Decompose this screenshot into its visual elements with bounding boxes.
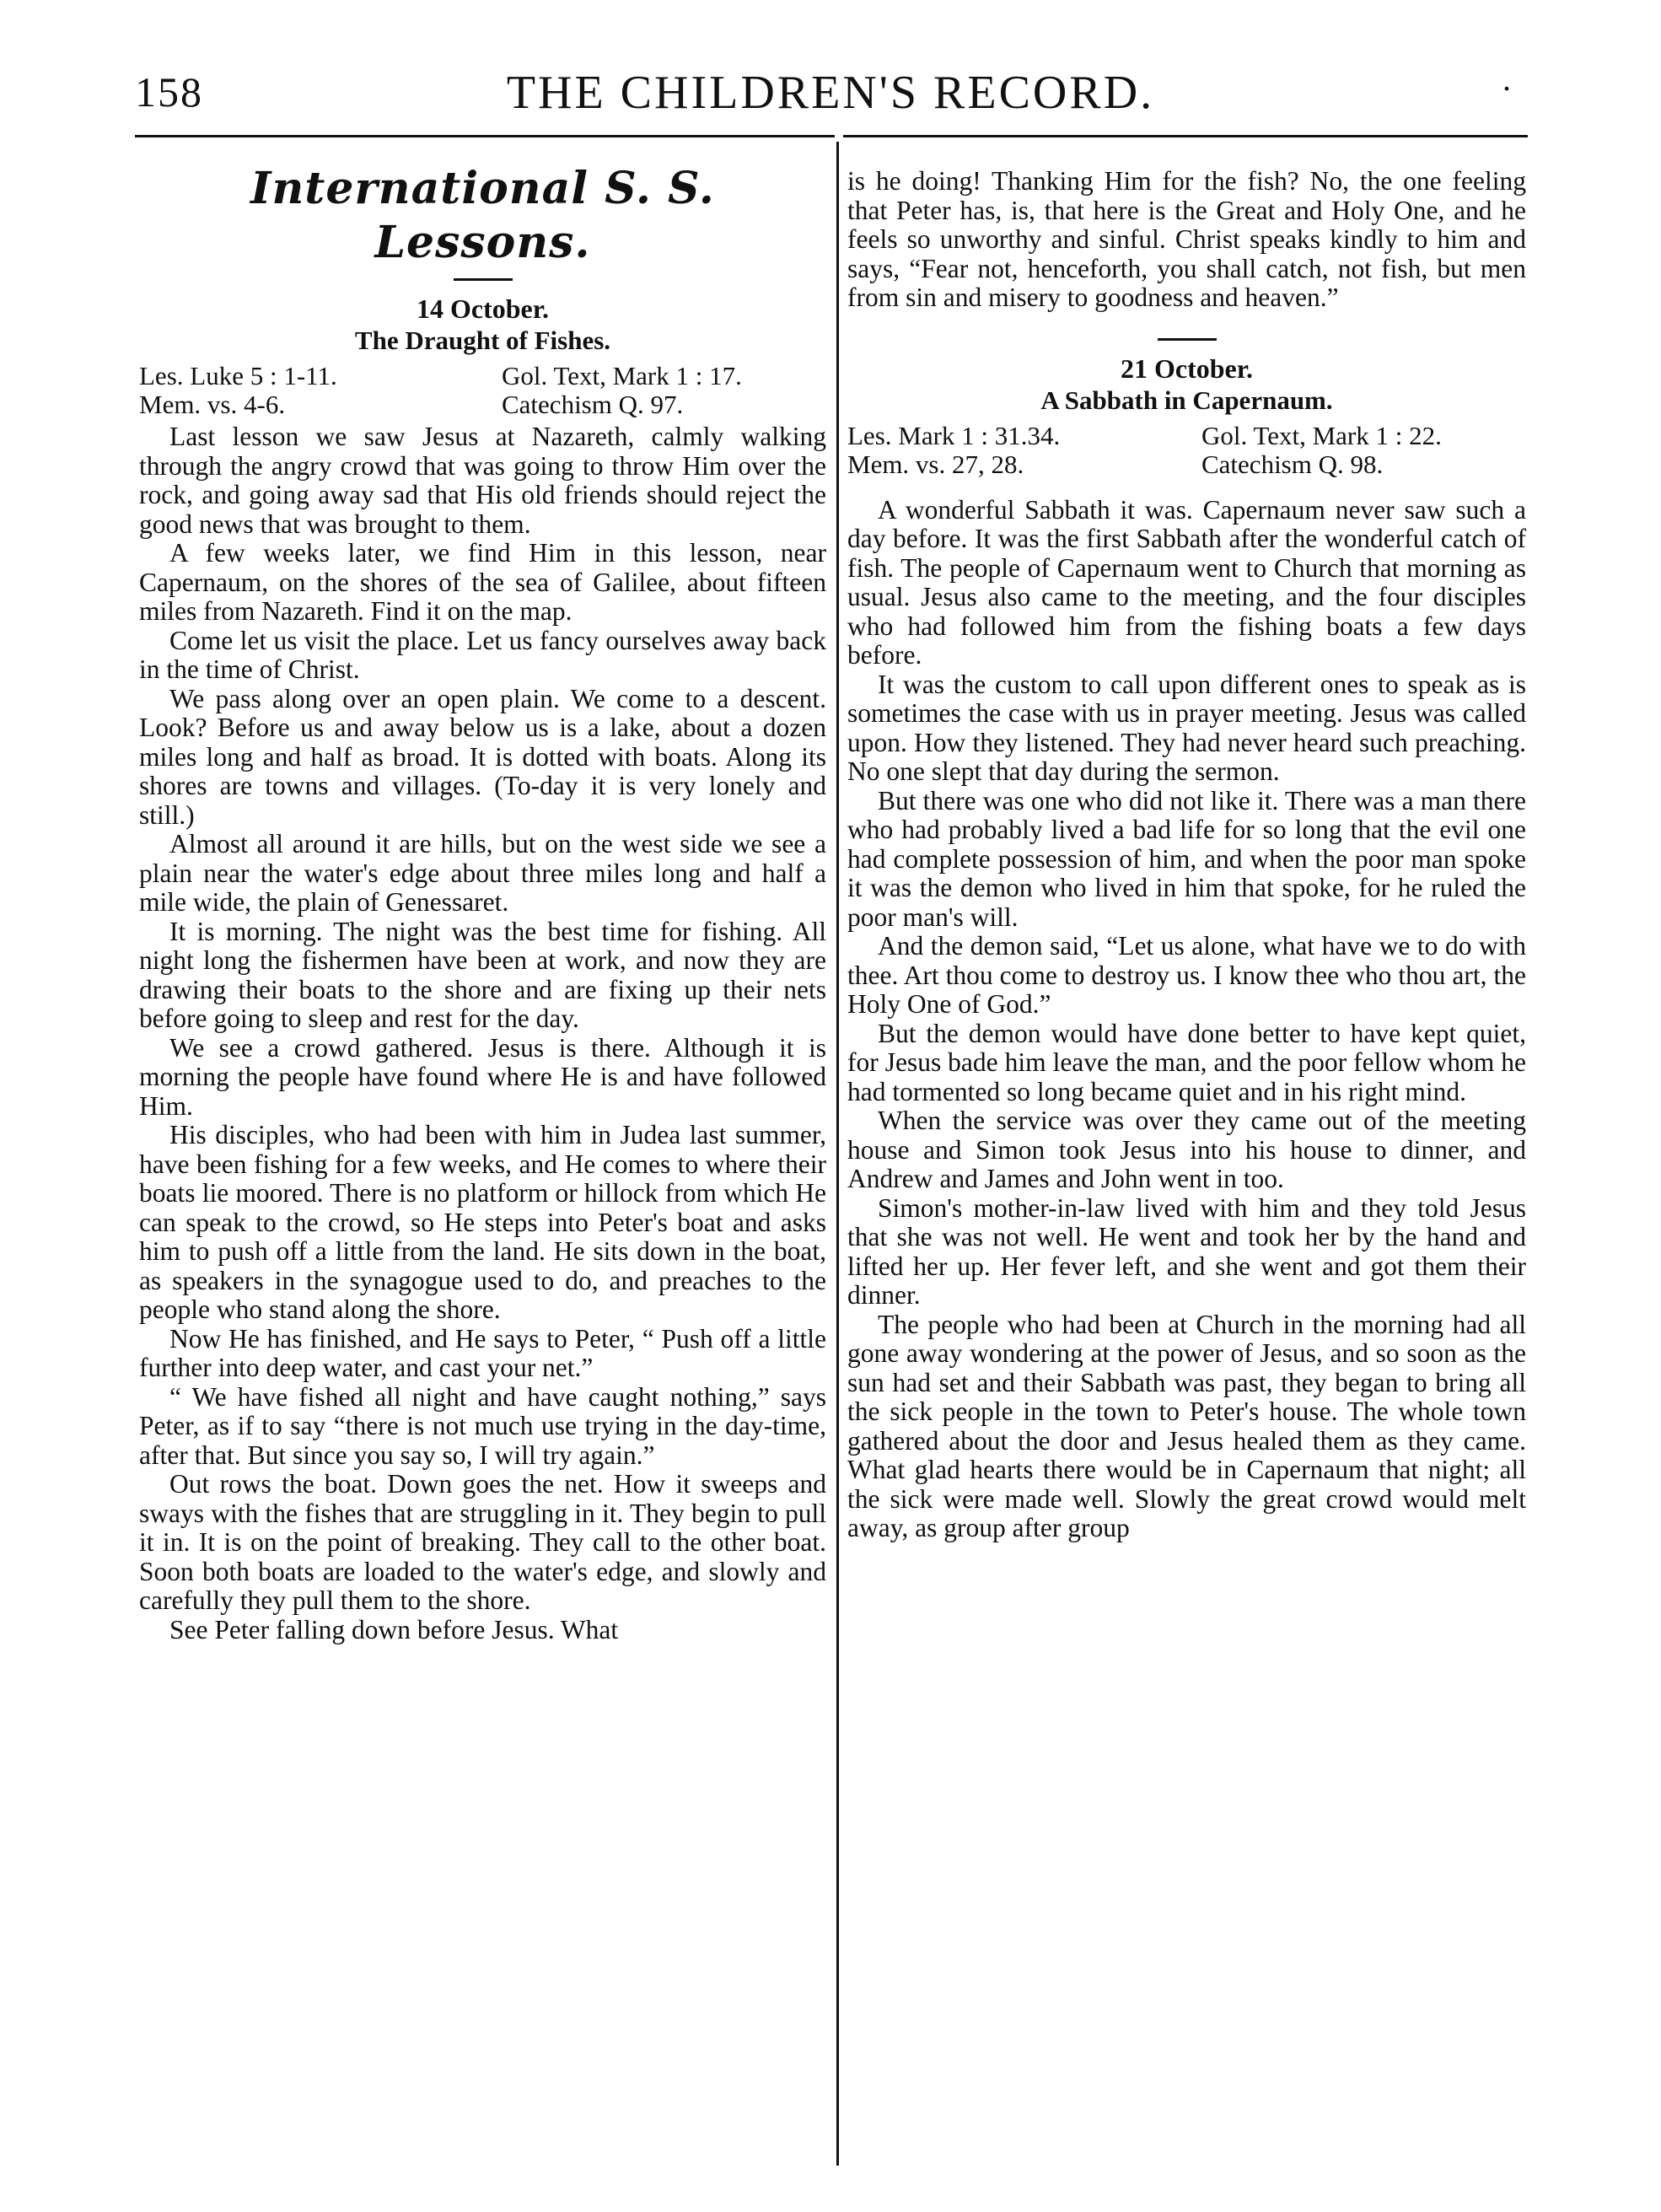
section-title: International S. S. Lessons.: [250, 163, 715, 268]
lesson1-paragraph: Come let us visit the place. Let us fancy ourselves away back in the time of Christ.: [139, 625, 826, 684]
lesson2-golden-text: Gol. Text, Mark 1 : 22.: [1201, 420, 1442, 450]
lesson1-golden-text: Gol. Text, Mark 1 : 17.: [502, 361, 742, 390]
lesson2-date: 21 October.: [1120, 353, 1253, 384]
lesson1-catechism: Catechism Q. 97.: [502, 390, 684, 419]
masthead-title: THE CHILDREN'S RECORD.: [506, 67, 1155, 119]
lesson1-memory-verses: Mem. vs. 4-6.: [139, 390, 286, 419]
lesson1-memory-row: [139, 390, 826, 419]
lesson1-paragraph: “ We have fished all night and have caught nothing,” says Peter, as if to say “there is not much use trying in the day-time, after that. But since you say so, I will try again.”: [139, 1381, 826, 1470]
lesson1-paragraph: It is morning. The night was the best time for fishing. All night long the fishermen have been at work, and now they are drawing their boats to the shore and are fixing up their nets before going to sleep and rest for the day.: [139, 916, 826, 1033]
lesson1-continuation: is he doing! Thanking Him for the fish? No, the one feeling that Peter has, is, that here is the Great and Holy One, and he feels so unworthy and sinful. Christ speaks kindly to him and says, “Fear not, henceforth, you shall catch, not fish, but men from sin and misery to goodness and heaven.”: [847, 166, 1526, 312]
lesson2-paragraph: The people who had been at Church in the morning had all gone away wondering at the power of Jesus, and so soon as the sun had set and their Sabbath was past, they began to bring all the sick people in the town to Peter's house. The whole town gathered about the door and Jesus healed them as they came. What glad hearts there would be in Capernaum that night; all the sick were made well. Slowly the great crowd would melt away, as group after group: [847, 1309, 1526, 1542]
lesson2-paragraph: And the demon said, “Let us alone, what have we to do with thee. Art thou come to destroy us. I know thee who thou art, the Holy One of God.”: [847, 931, 1526, 1019]
lesson1-paragraph: Now He has finished, and He says to Peter, “ Push off a little further into deep water, and cast your net.”: [139, 1323, 826, 1382]
lesson2-paragraph: A wonderful Sabbath it was. Capernaum never saw such a day before. It was the first Sabbath after the wonderful catch of fish. The people of Capernaum went to Church that morning as usual. Jesus also came to the meeting, and the four disciples who had followed him from the fishing boats a few days before.: [847, 494, 1526, 670]
lesson2-title: A Sabbath in Capernaum.: [1040, 385, 1333, 415]
masthead-dot: .: [1502, 60, 1511, 98]
right-column: [847, 143, 1526, 1543]
left-column: [139, 143, 826, 1644]
lesson2-paragraph: It was the custom to call upon different ones to speak as is sometimes the case with us in prayer meeting. Jesus was called upon. How they listened. They had never heard such preaching. No one slept that day during the sermon.: [847, 669, 1526, 786]
lesson1-ref-row: [139, 362, 826, 390]
lesson2-paragraph: But there was one who did not like it. There was a man there who had probably lived a bad life for so long that the evil one had complete possession of him, and when the poor man spoke it was the demon who lived in him that spoke, for he ruled the poor man's will.: [847, 785, 1526, 932]
lesson1-paragraph: Out rows the boat. Down goes the net. How it sweeps and sways with the fishes that are struggling in it. They begin to pull it in. It is on the point of breaking. They call to the other boat. Soon both boats are loaded to the water's edge, and slowly and carefully they pull them to the shore.: [139, 1469, 826, 1615]
lesson1-paragraph: We see a crowd gathered. Jesus is there. Although it is morning the people have found where He is and have followed Him.: [139, 1032, 826, 1121]
page-number: 158: [135, 68, 203, 116]
column-divider: [836, 142, 839, 2166]
lesson1-paragraph: His disciples, who had been with him in Judea last summer, have been fishing for a few weeks, and He comes to where their boats lie moored. There is no platform or hillock from which He can speak to the crowd, so He steps into Peter's boat and asks him to push off a little from the land. He sits down in the boat, as speakers in the synagogue used to do, and preaches to the people who stand along the shore.: [139, 1120, 826, 1324]
lesson1-lesson-ref: Les. Luke 5 : 1-11.: [139, 361, 337, 390]
lesson-separator-rule: [1158, 338, 1217, 341]
lesson1-date: 14 October.: [416, 293, 549, 324]
lesson2-paragraph: But the demon would have done better to have kept quiet, for Jesus bade him leave the man, and the poor fellow whom he had tormented so long became quiet and in his right mind.: [847, 1018, 1526, 1106]
header-rule-left: [135, 135, 835, 137]
title-rule: [454, 278, 513, 281]
lesson1-paragraph: Almost all around it are hills, but on the west side we see a plain near the water's edge about three miles long and half a mile wide, the plain of Genessaret.: [139, 829, 826, 917]
lesson2-paragraph: When the service was over they came out of the meeting house and Simon took Jesus into his house to dinner, and Andrew and James and John went in too.: [847, 1106, 1526, 1193]
lesson2-ref-row: [847, 422, 1526, 450]
lesson2-memory-verses: Mem. vs. 27, 28.: [847, 449, 1024, 479]
lesson2-lesson-ref: Les. Mark 1 : 31.34.: [847, 420, 1061, 450]
header-rule-right: [843, 135, 1528, 137]
lesson1-paragraph: We pass along over an open plain. We come to a descent. Look? Before us and away below us is a lake, about a dozen miles long and half as broad. It is dotted with boats. Along its shores are towns and villages. (To-day it is very lonely and still.): [139, 683, 826, 830]
lesson1-title: The Draught of Fishes.: [354, 326, 611, 355]
lesson2-paragraph: Simon's mother-in-law lived with him and they told Jesus that she was not well. He went and took her by the hand and lifted her up. Her fever left, and she went and got them their dinner.: [847, 1192, 1526, 1310]
lesson2-catechism: Catechism Q. 98.: [1201, 449, 1384, 479]
lesson1-paragraph: See Peter falling down before Jesus. What: [169, 1614, 619, 1644]
lesson2-memory-row: [847, 450, 1526, 479]
lesson1-paragraph: Last lesson we saw Jesus at Nazareth, calmly walking through the angry crowd that was going to throw Him over the rock, and going away sad that His old friends should reject the good news that was brought to them.: [139, 422, 826, 539]
lesson1-paragraph: A few weeks later, we find Him in this lesson, near Capernaum, on the shores of the sea of Galilee, about fifteen miles from Nazareth. Find it on the map.: [139, 538, 826, 626]
